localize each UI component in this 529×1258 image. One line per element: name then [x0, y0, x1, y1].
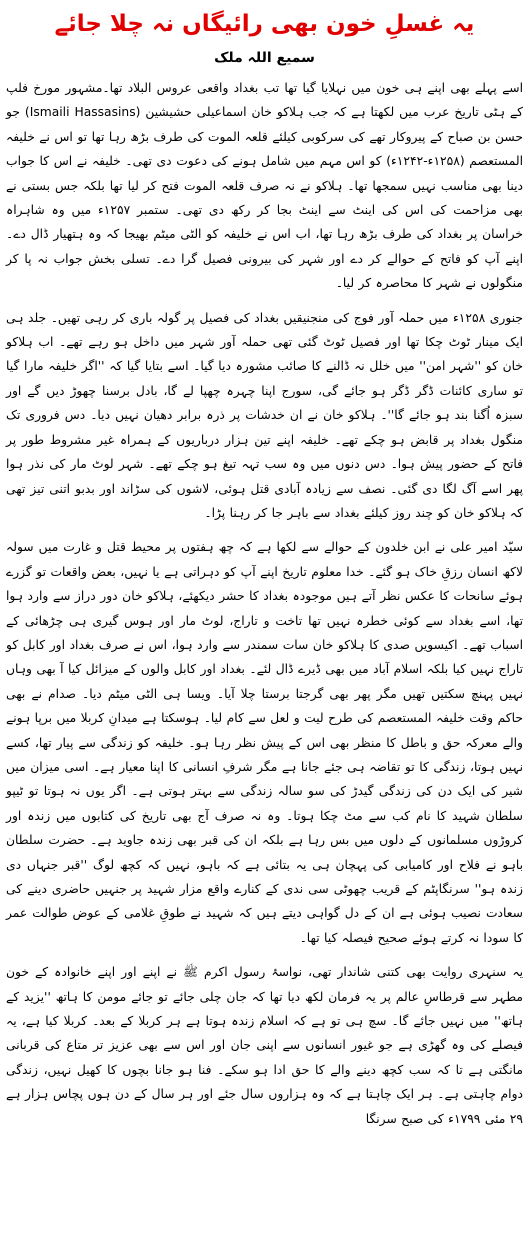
article-paragraph: یہ سنہری روایت بھی کتنی شاندار تھی، نواسۂ رسول اکرم ﷺ نے اپنے اور اپنے خانوادہ کے خون مطہر سے قرطاسِ عالم پر یہ فرمان لکھ دیا تھا کہ جان چلی جائے تو جائے مومن کا ہاتھ ''یزید کے ہاتھ'' میں نہیں جائے گا۔ سچ ہی تو ہے کہ اسلام زندہ ہوتا ہے ہر کربلا کے بعد۔ کربلا کیا ہے، یہ فیصلے کی وہ گھڑی ہے جو غیور انسانوں سے اپنی جان اور اس سے بھی عزیز تر متاع کی قربانی مانگتی ہے تا کہ سب کچھ دینے والے کا حق ادا ہو سکے۔ فنا ہو جانا بچوں کا کھیل نہیں، زندگی دوام چاہتی ہے۔ ہر ایک چاہتا ہے کہ وہ ہزاروں سال جئے اور ہر سال کے دن ہوں پچاس ہزار ہے ۲۹ مئی ۱۷۹۹ء کی صبح سرنگا — [6, 965, 523, 1126]
article-title: یہ غسلِ خون بھی رائیگاں نہ چلا جائے — [54, 11, 475, 37]
article-paragraph: جنوری ۱۲۵۸ء میں حملہ آور فوج کی منجنیقیں بغداد کی فصیل پر گولہ باری کر رہی تھیں۔ جلد ہی ایک مینار ٹوٹ چکا تھا اور فصیل ٹوٹ گئی تھی حملہ آور شہر میں داخل ہو رہے تھے۔ اب ہلاکو خان کو ''شہر امن'' میں خلل نہ ڈالنے کا صائب مشورہ دیا گیا۔ اسے بتایا گیا کہ ''اگر خلیفہ مارا گیا تو ساری کائنات ڈگر ڈگر ہو جائے گی، سورج اپنا چہرہ چھپا لے گا، بادل برسنا چھوڑ دیں گے اور سبزہ اُگنا بند ہو جائے گا''۔ ہلاکو خان نے ان خدشات پر ذرہ برابر دھیان نہیں دیا۔ دس فروری تک منگول بغداد پر قابض ہو چکے تھے۔ خلیفہ اپنے تین ہزار درباریوں کے ہمراہ غیر مشروط طور پر فاتح کے حضور پیش ہوا۔ دس دنوں میں وہ سب تہہ تیغ ہو چکے تھے۔ شہر لوٹ مار کی نذر ہوا پھر اسے آگ لگا دی گئی۔ نصف سے زیادہ آبادی قتل ہوئی، لاشوں کی سڑاند اور بدبو اتنی تیز تھی کہ ہلاکو خان کو چند روز کیلئے بغداد سے باہر جا کر رہنا پڑا۔ — [6, 310, 523, 520]
author-name: سمیع اللہ ملک — [214, 50, 315, 66]
article-body — [6, 76, 523, 1131]
article-paragraph: سیّد امیر علی نے ابن خلدون کے حوالے سے لکھا ہے کہ چھ ہفتوں پر محیط قتل و غارت میں سولہ لاکھ انسان رزقِ خاک ہو گئے۔ خدا معلوم تاریخ اپنے آپ کو دہراتی ہے یا نہیں، بعض واقعات تو گزرے ہوئے سانحات کا عکس نظر آتے ہیں موجودہ بغداد کا حشر دیکھئے، ہلاکو خان دور دراز سے وارد ہوا تھا، اسے بغداد سے کوئی خطرہ نہیں تھا تاخت و تاراج، لوٹ مار اور ہوس گیری ہی چڑھائی کے اسباب تھے۔ اکیسویں صدی کا ہلاکو خان سات سمندر سے وارد ہوا، اس نے صرف بغداد اور کابل کو تاراج نہیں کیا بلکہ اسلام آباد میں بھی ڈیرے ڈال لئے۔ بغداد اور کابل والوں کے میزائل کیا آ بھی وہاں نہیں پہنچ سکتیں تھیں مگر پھر بھی گرجتا برستا چلا آیا۔ ویسا ہی الٹی میٹم دیا۔ صدام نے بھی حاکم وقت خلیفہ المستعصم کی طرح لیت و لعل سے کام لیا۔ ہوسکتا ہے میدانِ کربلا میں برپا ہونے والے معرکہ حق و باطل کا منظر بھی اس کے پیش نظر رہا ہو۔ خلیفہ کو زندگی سے پیار تھا، کسے نہیں ہوتا، زندگی کا تو تقاضہ ہی جئے جانا ہے مگر شرفِ انسانی کا اپنا معیار ہے۔ اسی میزان میں شیر کی ایک دن کی زندگی گیدڑ کی سو سالہ زندگی سے بہتر ہوتی ہے۔ اگر یوں نہ ہوتا تو ٹیپو سلطان شہید کا نام کب سے مٹ چکا ہوتا۔ وہ نہ صرف آج بھی تاریخ کی کتابوں میں زندہ اور کروڑوں مسلمانوں کے دلوں میں بس رہا ہے بلکہ ان کی قبر بھی زندہ جاوید ہے۔ حضرت سلطان باہو نے فلاح اور کامیابی کی پہچان ہی یہ بتائی ہے کہ باہو، نہیں کہ کچھ لوگ ''قبر جنہاں دی زندہ ہو'' سرنگاپٹم کے قریب چھوٹی سی ندی کے کنارے واقع مزار شہید پر جنہیں حاضری دینے کی سعادت نصیب ہوئی ہے ان کے دل گواہی دیتے ہیں کہ شہید نے طوقِ غلامی کے عوض طوالت عمر کا سودا نہ کرتے ہوئے صحیح فیصلہ کیا تھا۔ — [6, 540, 523, 945]
article-paragraph: اسے پہلے بھی اپنے ہی خون میں نہلایا گیا تھا تب بغداد واقعی عروس البلاد تھا۔مشہور مورخ فلپ کے ہٹی تاریخ عرب میں لکھتا ہے کہ جب ہلاکو خان اسماعیلی حشیشین (Ismaili Hassasins) جو حسن بن صباح کے پیروکار تھے کی سرکوبی کیلئے قلعہ الموت کی طرف بڑھ رہا تھا تو اس نے خلیفہ المستعصم (۱۲۵۸ء-۱۲۴۲ء) کو اس مہم میں شامل ہونے کی دعوت دی تھی۔ خلیفہ نے اس کا جواب دینا بھی مناسب نہیں سمجھا تھا۔ ہلاکو نے نہ صرف قلعہ الموت فتح کر لیا تھا بلکہ جس بستی نے بھی مزاحمت کی اس کی اینٹ سے اینٹ بجا کر رکھ دی تھی۔ ستمبر ۱۲۵۷ء میں وہ شاہراہ خراسان پر بغداد کی طرف بڑھ رہا تھا، اب اس نے خلیفہ کو الٹی میٹم بھیجا کہ وہ ہتھیار ڈال دے۔ اپنے آپ کو فاتح کے حوالے کر دے اور شہر کی بیرونی فصیل گرا دے۔ تسلی بخش جواب نہ پا کر منگولوں نے شہر کا محاصرہ کر لیا۔ — [6, 81, 523, 291]
